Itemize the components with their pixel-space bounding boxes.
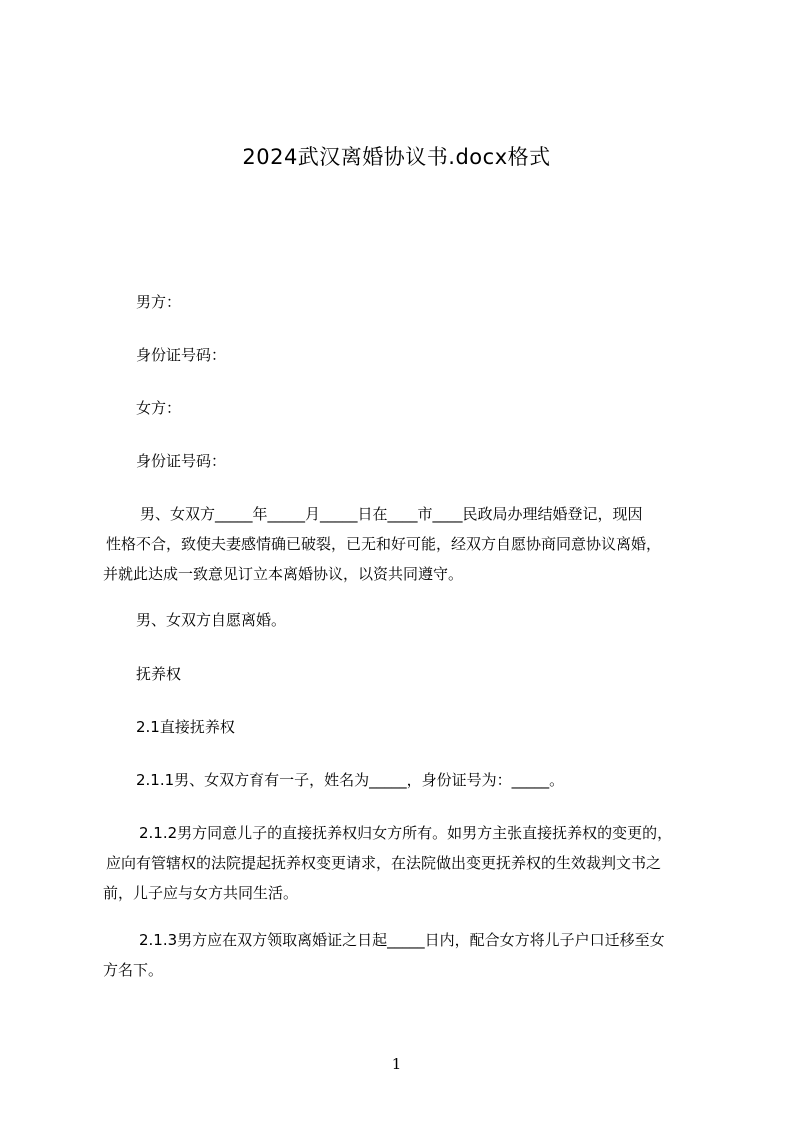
section-2-1-heading <box>136 712 746 742</box>
section-2-1-2-paragraph <box>103 818 713 908</box>
paragraph-line: 男、女双方_____年_____月_____日在____市____民政局办理结婚登记，现因 <box>140 505 643 523</box>
section-2-1-1-paragraph <box>136 765 746 795</box>
paragraph-line: 应向有管辖权的法院提起抚养权变更请求，在法院做出变更抚养权的生效裁判文书之 <box>106 854 662 872</box>
paragraph-line: 抚养权 <box>136 665 182 683</box>
voluntary-divorce-paragraph <box>136 605 746 635</box>
male-party-label <box>136 287 746 317</box>
paragraph-line: 前，儿子应与女方共同生活。 <box>103 884 299 902</box>
paragraph-line: 男、女双方自愿离婚。 <box>136 611 287 629</box>
custody-heading <box>136 659 746 689</box>
paragraph-line: 2.1.3男方应在双方领取离婚证之日起_____日内，配合女方将儿子户口迁移至女 <box>139 931 665 949</box>
paragraph-line: 2.1.2男方同意儿子的直接抚养权归女方所有。如男方主张直接抚养权的变更的， <box>139 824 673 842</box>
document-title: 2024武汉离婚协议书.docx格式 <box>242 145 551 169</box>
female-party-label <box>136 393 746 423</box>
paragraph-line: 身份证号码： <box>136 452 227 470</box>
paragraph-line: 方名下。 <box>103 961 164 979</box>
female-id-label <box>136 446 746 476</box>
paragraph-line: 女方： <box>136 399 182 417</box>
male-id-label <box>136 340 746 370</box>
section-2-1-3-paragraph <box>103 925 713 985</box>
page-number: 1 <box>391 1055 402 1073</box>
paragraph-line: 性格不合，致使夫妻感情确已破裂，已无和好可能，经双方自愿协商同意协议离婚， <box>106 535 662 553</box>
paragraph-line: 2.1.1男、女双方育有一子，姓名为_____，身份证号为：_____。 <box>136 771 565 789</box>
intro-paragraph <box>103 499 713 589</box>
paragraph-line: 并就此达成一致意见订立本离婚协议，以资共同遵守。 <box>103 565 464 583</box>
paragraph-line: 身份证号码： <box>136 346 227 364</box>
paragraph-line: 2.1直接抚养权 <box>136 718 235 736</box>
paragraph-line: 男方： <box>136 293 182 311</box>
